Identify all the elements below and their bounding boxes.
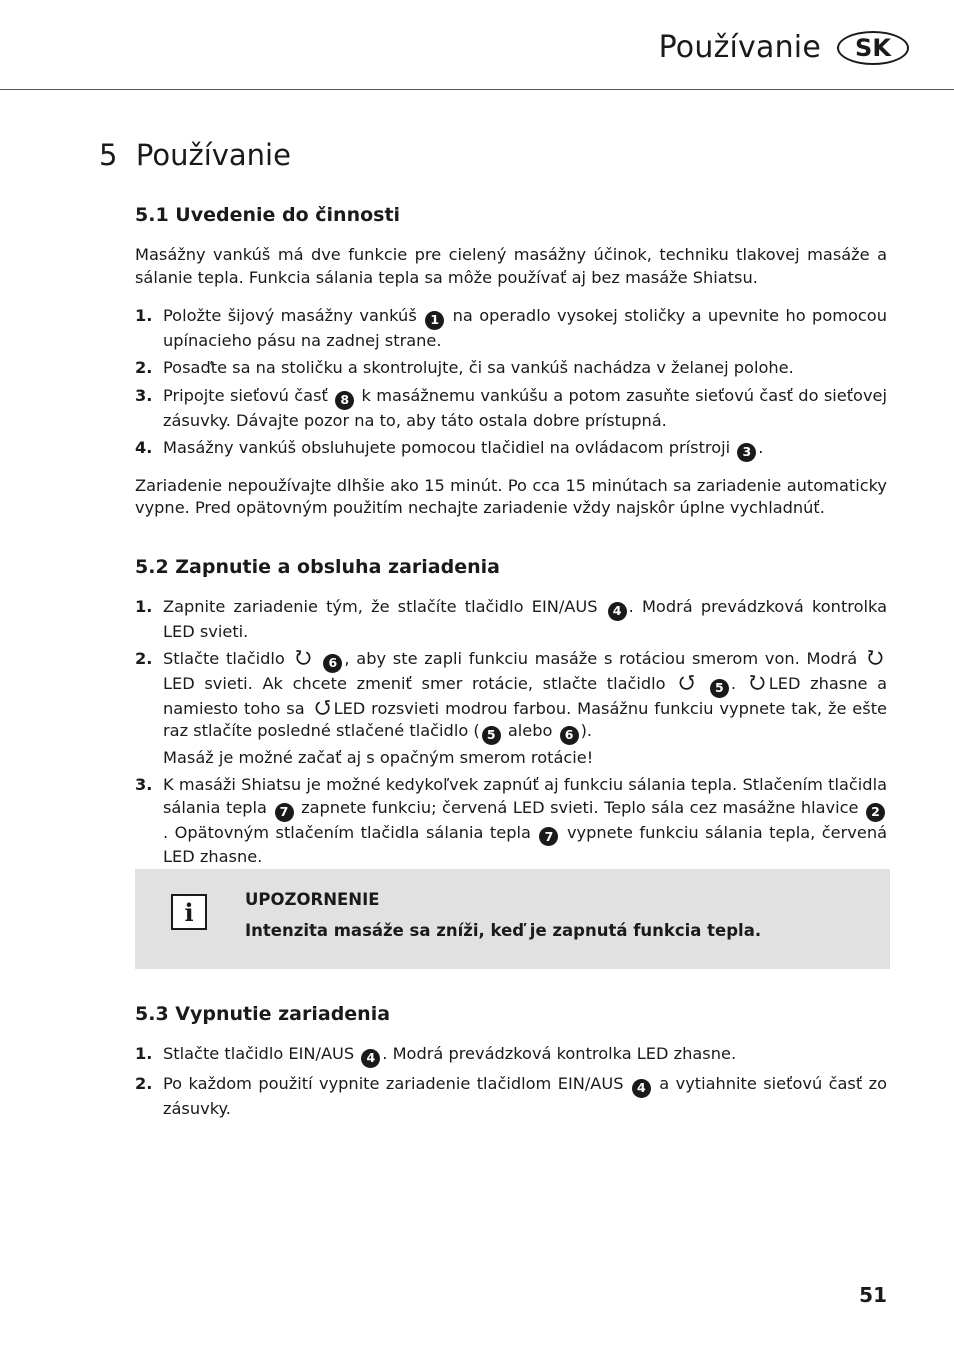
ref-badge: 3: [737, 443, 756, 462]
note-box: [135, 869, 890, 969]
rotate-counterclockwise-icon: [748, 673, 767, 692]
rotate-counterclockwise-icon: [294, 648, 313, 667]
step-text: . Modrá prevádzková kontrolka LED svieti.: [163, 596, 887, 641]
ref-badge: 2: [866, 803, 885, 822]
step-text: , aby ste zapli funkciu masáže s rotáciou smerom von. Modrá: [344, 649, 858, 668]
header-title: Používanie: [658, 30, 821, 65]
list-item: [135, 305, 887, 352]
step-text: vypnete funkciu sálania tepla, červená LED zhasne.: [163, 822, 887, 867]
step-number: 2.: [135, 358, 153, 378]
step-number: 2.: [135, 649, 153, 668]
ref-badge: 5: [710, 679, 729, 698]
page-number: 51: [859, 1283, 887, 1307]
rotate-counterclockwise-icon: [866, 648, 885, 667]
ref-badge: 4: [361, 1049, 380, 1068]
step-number: 1.: [135, 1044, 153, 1063]
step-text: LED rozsvieti modrou farbou. Masážnu funkciu vypnete tak, že ešte raz stlačíte posledné stlačené tlačidlo (: [163, 698, 887, 740]
list-item: [135, 774, 887, 869]
list-item: [135, 437, 887, 462]
ref-badge: 5: [482, 726, 501, 745]
section-heading-5-2: 5.2 Zapnutie a obsluha zariadenia: [135, 555, 500, 578]
chapter-title: [99, 138, 291, 172]
ref-badge: 7: [275, 803, 294, 822]
section-5-1-steps: [135, 305, 887, 462]
section-5-3: [135, 1003, 887, 1125]
language-badge: SK: [837, 31, 909, 65]
section-5-2-steps: [135, 596, 887, 869]
ref-badge: 4: [632, 1079, 651, 1098]
ref-badge: 6: [323, 654, 342, 673]
step-text: Stlačte tlačidlo: [163, 649, 285, 668]
step-text: a vytiahnite sieťovú časť zo zásuvky.: [163, 1073, 888, 1118]
ref-badge: 8: [335, 391, 354, 410]
step-text: ).: [580, 721, 593, 740]
step-text: Po každom použití vypnite zariadenie tlačidlom EIN/AUS: [163, 1073, 624, 1093]
step-text: LED zhasne a namiesto toho sa: [163, 673, 888, 718]
chapter-number: 5: [99, 138, 118, 172]
chapter-title-text: Používanie: [135, 138, 291, 172]
step-text: Zapnite zariadenie tým, že stlačíte tlačidlo EIN/AUS: [163, 596, 598, 616]
list-item: [135, 1073, 887, 1120]
list-item: [135, 385, 887, 432]
step-text: Pripojte sieťovú časť: [163, 385, 328, 405]
step-text: na operadlo vysokej stoličky a upevnite ho pomocou upínacieho pásu na zadnej strane.: [163, 306, 887, 350]
step-text: .: [730, 673, 737, 693]
section-5-1-intro: Masážny vankúš má dve funkcie pre cielený masážny účinok, techniku tlakovej masáže a sálanie tepla. Funkcia sálania tepla sa môže používať aj bez masáže Shiatsu.: [135, 245, 887, 287]
section-heading-5-1: 5.1 Uvedenie do činnosti: [135, 204, 401, 226]
step-text: .: [758, 438, 764, 457]
info-icon: i: [171, 894, 207, 930]
step-text: K masáži Shiatsu je možné kedykoľvek zapnúť aj funkciu sálania tepla. Stlačením tlačidla sálania tepla: [163, 775, 887, 817]
step-text: alebo: [507, 721, 553, 740]
ref-badge: 4: [608, 602, 627, 621]
rotate-clockwise-icon: [677, 673, 696, 692]
ref-badge: 7: [539, 827, 558, 846]
section-heading-5-3: 5.3 Vypnutie zariadenia: [135, 1003, 391, 1025]
note-text: Intenzita masáže sa zníži, keď je zapnutá funkcia tepla.: [245, 921, 762, 940]
step-number: 2.: [135, 1073, 153, 1093]
step-text: Posaďte sa na stoličku a skontrolujte, či sa vankúš nachádza v želanej polohe.: [163, 358, 794, 378]
step-number: 3.: [135, 385, 153, 405]
step-text: Masáž je možné začať aj s opačným smerom rotácie!: [163, 747, 594, 767]
list-item: [135, 1043, 887, 1068]
list-item: [135, 596, 887, 643]
main-content: [135, 204, 887, 874]
step-number: 3.: [135, 775, 153, 795]
step-text: k masážnemu vankúšu a potom zasuňte sieťovú časť do sieťovej zásuvky. Dávajte pozor na to, aby táto ostala dobre prístupná.: [163, 385, 887, 430]
step-number: 1.: [135, 306, 153, 325]
step-number: 1.: [135, 596, 153, 616]
step-text: Masážny vankúš obsluhujete pomocou tlačidiel na ovládacom prístroji: [163, 438, 731, 457]
step-number: 4.: [135, 438, 153, 457]
step-text: . Opätovným stlačením tlačidla sálania tepla: [163, 822, 531, 842]
section-5-3-steps: [135, 1043, 887, 1120]
header-rule: [0, 89, 954, 90]
step-text: zapnete funkciu; červená LED svieti. Teplo sála cez masážne hlavice: [301, 797, 859, 817]
ref-badge: 6: [560, 726, 579, 745]
list-item-continuation: [135, 747, 887, 770]
rotate-clockwise-icon: [313, 698, 332, 717]
step-text: Položte šijový masážny vankúš: [163, 306, 417, 325]
note-title: UPOZORNENIE: [245, 890, 380, 909]
step-text: Stlačte tlačidlo EIN/AUS: [163, 1044, 355, 1063]
step-text: . Modrá prevádzková kontrolka LED zhasne.: [382, 1044, 737, 1063]
ref-badge: 1: [425, 311, 444, 330]
list-item: [135, 648, 887, 745]
list-item: [135, 357, 887, 380]
section-5-1-outro: Zariadenie nepoužívajte dlhšie ako 15 minút. Po cca 15 minútach sa zariadenie automaticky vypne. Pred opätovným použitím nechajte zariadenie vždy najskôr úplne vychladnúť.: [135, 475, 887, 518]
step-text: LED svieti. Ak chcete zmeniť smer rotácie, stlačte tlačidlo: [163, 673, 666, 693]
